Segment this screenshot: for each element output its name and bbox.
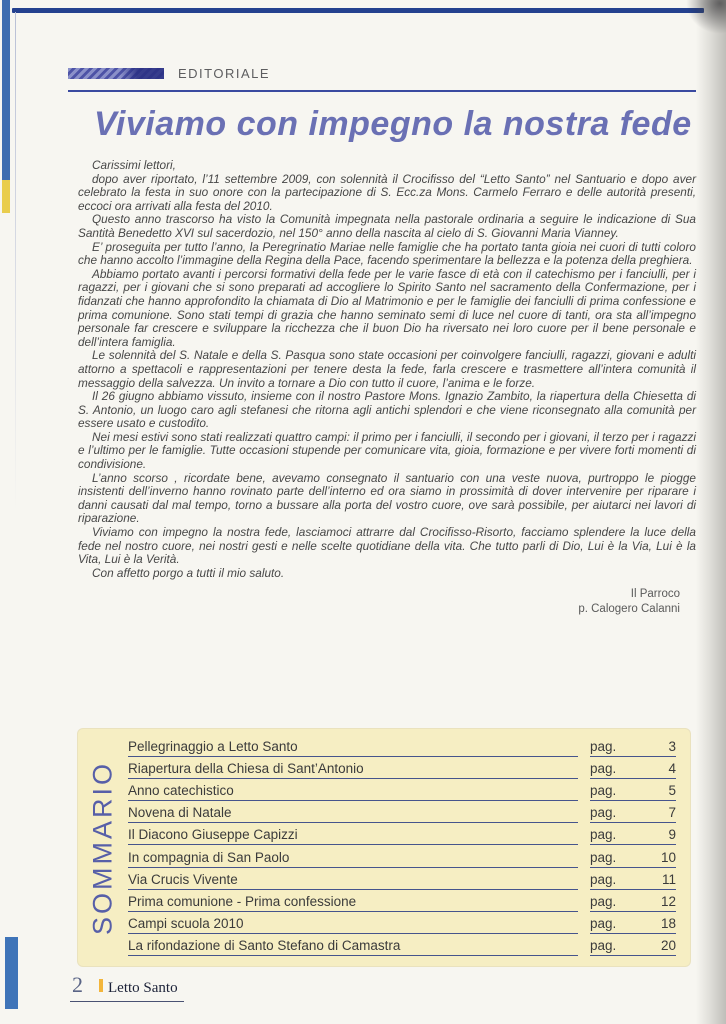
toc-page-number: 3: [668, 739, 676, 755]
toc-row: [128, 783, 676, 801]
toc-row: [128, 761, 676, 779]
toc-page-number: 5: [668, 783, 676, 799]
editorial-paragraph: Nei mesi estivi sono stati realizzati quattro campi: il primo per i fanciulli, il secondo per i giovani, il terzo per i ragazzi e l’ultimo per le famiglie. Tutte occasioni stupende per comunicare vita, gioia, formazione e per vivere forti momenti di condivisione.: [78, 429, 696, 472]
header-rule: [68, 90, 696, 92]
striped-accent-bar: [68, 68, 164, 79]
toc-entry-title: Prima comunione - Prima confessione: [128, 894, 578, 912]
toc-entry-title: Anno catechistico: [128, 783, 578, 801]
editorial-title: Viviamo con impegno la nostra fede: [94, 105, 692, 143]
section-header: [68, 66, 696, 81]
toc-page-number: 11: [661, 871, 676, 887]
editorial-paragraph: E’ proseguita per tutto l’anno, la Peregrinatio Mariae nelle famiglie che ha portato tanta gioia nei cuori di tutti coloro che hanno accolto l’immagine della Regina della Pace, facendo sperimentare la bellezza e la potenza della preghiera.: [78, 239, 696, 268]
toc-entry-title: Pellegrinaggio a Letto Santo: [128, 739, 578, 757]
signature-name: p. Calogero Calanni: [578, 603, 680, 616]
magazine-title: Letto Santo: [108, 980, 178, 996]
toc-list: [128, 729, 690, 966]
binding-strip-yellow: [2, 180, 10, 213]
toc-row: [128, 805, 676, 823]
section-label: EDITORIALE: [178, 66, 271, 81]
toc-page-number: 9: [668, 827, 676, 843]
toc-page-number: 7: [668, 805, 676, 821]
signature-block: [78, 587, 680, 617]
footer-tick-icon: [99, 979, 103, 992]
editorial-paragraph: Con affetto porgo a tutti il mio saluto.: [92, 565, 285, 580]
page-number: 2: [72, 972, 83, 997]
signature-role: Il Parroco: [630, 588, 680, 601]
toc-page-number: 4: [668, 761, 676, 777]
toc-page-label: pag.: [590, 871, 617, 887]
table-of-contents-box: [78, 729, 690, 966]
toc-row: [128, 872, 676, 890]
editorial-paragraph: Abbiamo portato avanti i percorsi formativi della fede per le varie fasce di età con il catechismo per i fanciulli, per i ragazzi, per i giovani che si sono preparati ad accogliere lo Spirito Santo nel sacramento della Confermazione, per i fidanzati che hanno approfondito la chiamata di Dio al Matrimonio e per le famiglie dei fanciulli di prima confessione e prima comunione. Sono stati tempi di grazia che hanno seminato semi di luce nel cuore di tanti, ora sta all’impegno personale far crescere e sviluppare la ricchezza che il buon Dio ha riversato nei loro cuore per il bene personale e dell’intera famiglia.: [78, 266, 696, 349]
toc-entry-page: [590, 827, 676, 845]
page-footer: [70, 972, 184, 1002]
toc-page-label: pag.: [590, 827, 617, 843]
editorial-paragraph: dopo aver riportato, l’11 settembre 2009, con solennità il Crocifisso del “Letto Santo” nel Santuario e dopo aver celebrato la festa in suo onore con la partecipazione di S. Ecc.za Mons. Carmelo Ferraro e delle autorità presenti, eccoci ora arrivati alla festa del 2010.: [78, 171, 696, 213]
page-right-edge-shadow: [696, 0, 726, 1024]
toc-row: [128, 739, 676, 757]
toc-page-label: pag.: [590, 739, 617, 755]
toc-entry-title: La rifondazione di Santo Stefano di Camastra: [128, 938, 578, 956]
toc-row: [128, 894, 676, 912]
editorial-paragraph: Il 26 giugno abbiamo vissuto, insieme con il nostro Pastore Mons. Ignazio Zambito, la riapertura della Chiesetta di S. Antonio, un luogo caro agli stefanesi che ritorna agli antichi splendori e che viene riconsegnato alla comunità per essere usato e custodito.: [78, 389, 696, 431]
toc-entry-page: [590, 761, 676, 779]
toc-entry-page: [590, 805, 676, 823]
editorial-paragraph: Carissimi lettori,: [92, 158, 176, 172]
toc-page-number: 12: [660, 893, 676, 909]
toc-entry-page: [590, 872, 676, 890]
toc-page-number: 10: [660, 849, 676, 865]
toc-entry-page: [590, 739, 676, 757]
toc-row: [128, 827, 676, 845]
toc-entry-page: [590, 783, 676, 801]
toc-page-label: pag.: [590, 805, 617, 821]
toc-entry-title: In compagnia di San Paolo: [128, 850, 578, 868]
toc-entry-title: Campi scuola 2010: [128, 916, 578, 934]
toc-entry-page: [590, 938, 676, 956]
editorial-body: [78, 159, 696, 580]
toc-entry-page: [590, 894, 676, 912]
toc-page-label: pag.: [590, 761, 617, 777]
toc-page-number: 18: [660, 915, 676, 931]
toc-entry-page: [590, 916, 676, 934]
toc-entry-title: Riapertura della Chiesa di Sant’Antonio: [128, 761, 578, 779]
toc-entry-title: Via Crucis Vivente: [128, 872, 578, 890]
toc-row: [128, 938, 676, 956]
page-top-border: [12, 8, 704, 13]
page-left-edge-line: [15, 12, 16, 512]
toc-page-label: pag.: [590, 937, 617, 953]
toc-row: [128, 850, 676, 868]
toc-entry-title: Il Diacono Giuseppe Capizzi: [128, 827, 578, 845]
bottom-left-accent-bar: [5, 937, 18, 1009]
toc-page-number: 20: [660, 937, 676, 953]
toc-page-label: pag.: [590, 915, 617, 931]
toc-entry-title: Novena di Natale: [128, 805, 578, 823]
binding-strip-blue: [2, 0, 10, 180]
editorial-paragraph: L’anno scorso , ricordate bene, avevamo consegnato il santuario con una veste nuova, purtroppo le piogge insistenti dell’inverno hanno rovinato parte dell’interno ed ora siamo in prossimità di dover intervenire per riparare i danni causati dal mal tempo, torno a bussare alla porta del vostro cuore, ove sarà possibile, per aiutarci nei lavori di riparazione.: [78, 470, 696, 526]
editorial-paragraph: Questo anno trascorso ha visto la Comunità impegnata nella pastorale ordinaria a seguire le indicazione di Sua Santità Benedetto XVI sul sacerdozio, nel 150° anno della nascita al cielo di S. Giovanni Maria Vianney.: [78, 212, 696, 240]
editorial-content: [78, 66, 696, 617]
sommario-vertical-label: SOMMARIO: [87, 760, 118, 935]
toc-page-label: pag.: [590, 783, 617, 799]
toc-page-label: pag.: [590, 849, 617, 865]
toc-row: [128, 916, 676, 934]
editorial-paragraph: Le solennità del S. Natale e della S. Pasqua sono state occasioni per coinvolgere fanciulli, ragazzi, giovani e adulti attorno a spettacoli e rappresentazioni per tenere desta la fede, farla crescere e trasmettere all’intera comunità il messaggio della salvezza. Un invito a tornare a Dio con tutto il cuore, l’anima e le forze.: [78, 348, 696, 390]
toc-page-label: pag.: [590, 893, 617, 909]
toc-entry-page: [590, 850, 676, 868]
editorial-paragraph: Viviamo con impegno la nostra fede, lasciamoci attrarre dal Crocifisso-Risorto, facciamo splendere la luce della fede nel nostro cuore, nei nostri gesti e nelle scelte quotidiane della vita. Che tutto parli di Dio, Lui è la Via, Lui è la Vita, Lui è la Verità.: [78, 525, 696, 567]
